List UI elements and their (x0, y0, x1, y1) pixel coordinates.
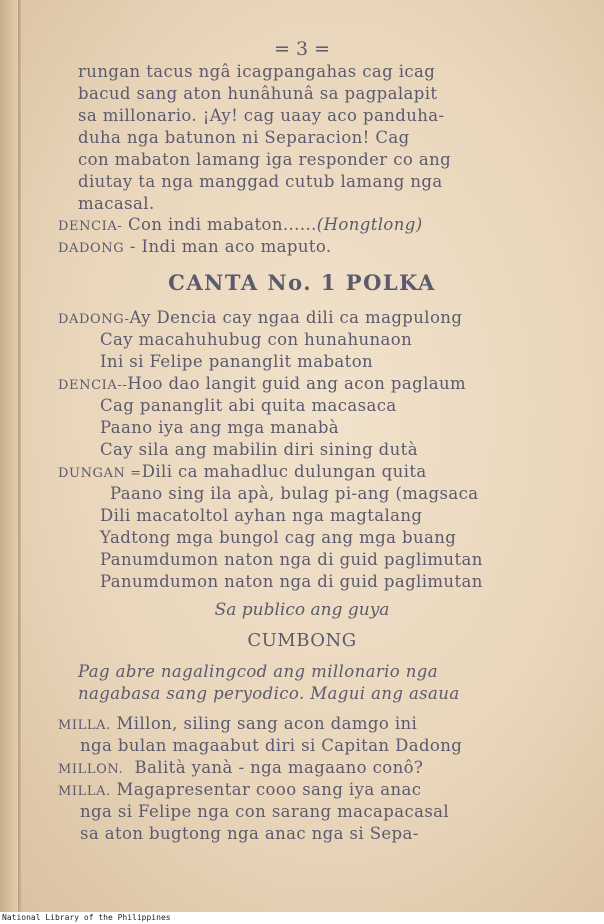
dialogue-line (58, 780, 421, 802)
page-edge (0, 0, 18, 912)
stage-aside: (Hongtlong) (316, 215, 423, 234)
text-line: bacud sang aton hunâhunâ sa pagpalapit (78, 84, 438, 103)
text-line: sa millonario. ¡Ay! cag uaay aco panduha- (78, 106, 445, 125)
song-verse-line: Panumdumon naton nga di guid paglimutan (100, 550, 483, 569)
song-title: CANTA No. 1 POLKA (168, 270, 436, 295)
song-verse-line (58, 462, 427, 484)
page-spine (18, 0, 21, 912)
stage-note: Sa publico ang guya (214, 600, 390, 620)
song-verse-line (58, 308, 462, 330)
song-verse-line (58, 374, 466, 396)
dialogue-text: Millon, siling sang acon damgo ini (116, 714, 418, 733)
song-verse-line: Cay sila ang mabilin diri sining dutà (100, 440, 418, 459)
dialogue-line: nga bulan magaabut diri si Capitan Dadong (80, 736, 463, 755)
stage-direction-line: nagabasa sang peryodico. Magui ang asaua (78, 684, 460, 703)
song-verse-line: Yadtong mga bungol cag ang mga buang (100, 528, 457, 547)
dialogue-text: Balità yanà - nga magaano conô? (134, 758, 424, 777)
text-line: rungan tacus ngâ icagpangahas cag icag (78, 62, 436, 81)
dialogue-text: Magapresentar cooo sang iya anac (116, 780, 422, 799)
speaker-name: DADONG (58, 241, 125, 256)
dialogue-line: sa aton bugtong nga anac nga si Sepa- (80, 824, 419, 843)
speaker-name: MILLA. (58, 718, 111, 733)
song-verse-line: Dili macatoltol ayhan nga magtalang (100, 506, 423, 525)
text-line: diutay ta nga manggad cutub lamang nga (78, 172, 443, 191)
song-verse-line: Cag pananglit abi quita macasaca (100, 396, 397, 415)
dialogue-line-dencia (58, 215, 423, 237)
dialogue-line (58, 714, 417, 736)
speaker-name: MILLA. (58, 784, 111, 799)
stage-direction-line: Pag abre nagalingcod ang millonario nga (78, 662, 439, 681)
dialogue-line: nga si Felipe nga con sarang macapacasal (80, 802, 450, 821)
text-line: macasal. (78, 194, 155, 213)
dialogue-text: Con indi mabaton...... (122, 215, 317, 234)
speaker-name: DADONG- (58, 312, 130, 327)
text-line: con mabaton lamang iga responder co ang (78, 150, 452, 169)
text-line: duha nga batunon ni Separacion! Cag (78, 128, 410, 147)
dialogue-line-dadong (58, 237, 332, 259)
song-verse-line: Panumdumon naton nga di guid paglimutan (100, 572, 483, 591)
verse-text: Hoo dao langit guid ang acon paglaum (127, 374, 467, 393)
scene-heading: CUMBONG (247, 630, 357, 651)
song-verse-line: Paano sing ila apà, bulag pi-ang (magsaca (110, 484, 479, 503)
dialogue-text: - Indi man aco maputo. (124, 237, 332, 256)
verse-text: Ay Dencia cay ngaa dili ca magpulong (129, 308, 463, 327)
library-footer: National Library of the Philippines (0, 912, 604, 924)
song-verse-line: Cay macahuhubug con hunahunaon (100, 330, 413, 349)
verse-text: Dili ca mahadluc dulungan quita (141, 462, 427, 481)
song-verse-line: Paano iya ang mga manabà (100, 418, 340, 437)
song-verse-line: Ini si Felipe pananglit mabaton (100, 352, 374, 371)
page-number: = 3 = (273, 38, 330, 60)
speaker-name: DENCIA- (58, 219, 123, 234)
speaker-name: DENCIA-- (58, 378, 128, 393)
dialogue-line (58, 758, 423, 780)
speaker-name: DUNGAN = (58, 466, 142, 481)
speaker-name: MILLON. (58, 762, 124, 777)
